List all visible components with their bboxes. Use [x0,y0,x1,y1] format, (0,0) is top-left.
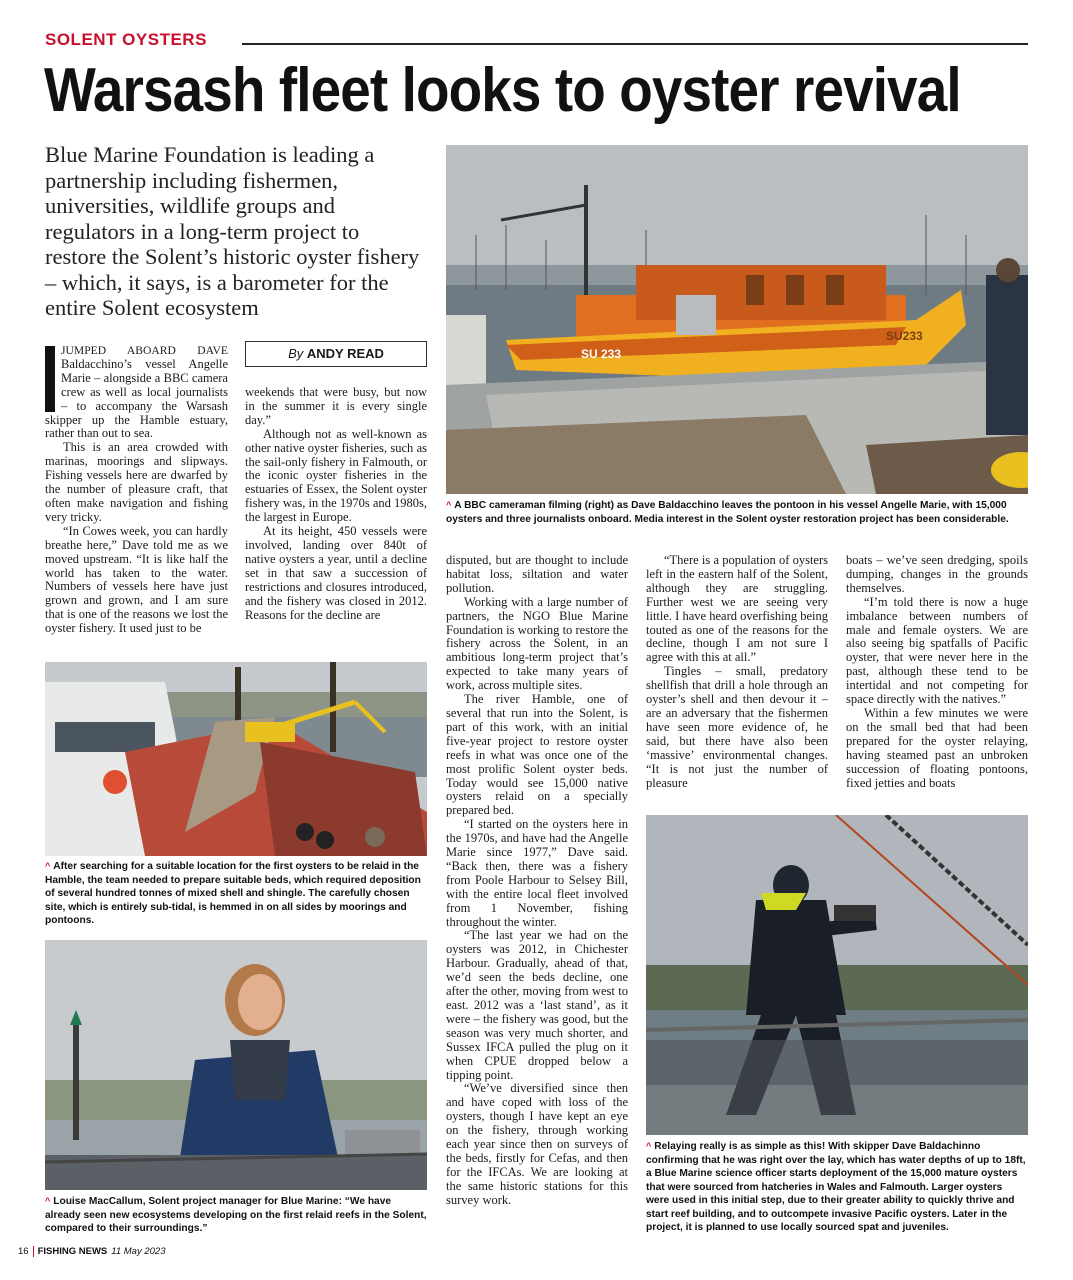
article-paragraph: The river Hamble, one of several that run into the Solent, is part of this work, with an initial five-year project to restore oyster reefs in what was once one of the most prolific Solent oyster beds. Today would see 15,000 native oysters relaid on a specially prepared bed. [446,692,628,818]
byline [245,341,427,367]
page-footer [18,1246,165,1257]
article-paragraph: “In Cowes week, you can hardly breathe here,” Dave told me as we moved upstream. “It is like half the world has taken to the water. Numbers of vessels here have just grown and grown, and I am sure that is one of the reasons we lost the oyster fishery. It used just to be [45,523,228,636]
article-column-3 [446,554,628,1208]
caption-relay [646,1140,1028,1235]
caption-text: Louise MacCallum, Solent project manager for Blue Marine: “We have already seen new ecosystems developing on the first relaid reefs in the Solent, compared to their surroundings.” [45,1196,427,1234]
caption-text: After searching for a suitable location for the first oysters to be relaid in the Hamble, the team needed to prepare suitable beds, which required deposition of several hundred tonnes of mixed shell and shingle. The carefully chosen site, which is entirely sub-tidal, is hemmed in on all sides by moorings and pontoons. [45,861,421,926]
photo-barge-image [45,662,427,856]
photo-boat-pontoon [446,145,1028,494]
page-number: 16 [18,1246,29,1258]
caption-barge [45,860,427,928]
caption-marker-icon: ^ [45,1196,51,1206]
section-rule [242,43,1028,45]
photo-relay-image [646,815,1028,1135]
caption-marker-icon: ^ [446,500,452,510]
caption-marker-icon: ^ [646,1141,652,1151]
publication-name: FISHING NEWS [37,1246,108,1258]
caption-boat [446,499,1028,526]
caption-text: A BBC cameraman filming (right) as Dave Baldacchino leaves the pontoon in his vessel Angelle Marie, with 15,000 oysters and three journalists onboard. Media interest in the Solent oyster restoration project has been considerable. [446,500,1009,525]
headline: Warsash fleet looks to oyster revival [44,56,961,125]
caption-text: Relaying really is as simple as this! With skipper Dave Baldachinno confirming that he was right over the lay, which has water depths of up to 18ft, a Blue Marine science officer starts deployment of the 15,000 mature oysters that were sourced from hatcheries in Wales and Falmouth. Larger oysters were used in this initial step, due to their greater ability to quickly thrive and start reef building, and to outcompete invasive Pacific oysters. Later in the project, it is planned to use locally sourced spat and juveniles. [646,1141,1026,1233]
article-paragraph: “I started on the oysters here in the 1970s, and have had the Angelle Marie since 1977,” Dave said. “Back then, there was a fishery from Poole Harbour to Selsey Bill, with the entire local fleet involved from 1 November, fishing throughout the winter. [446,817,628,929]
article-paragraph: Working with a large number of partners, the NGO Blue Marine Foundation is working to restore the fishery across the Solent, in an ambitious long-term project that’s expected to take many years of work, across multiple sites. [446,594,628,693]
issue-date: 11 May 2023 [111,1246,166,1258]
article-paragraph: At its height, 450 vessels were involved, landing over 840t of native oysters a year, until a decline set in that saw a succession of restrictions and closures introduced, and the fishery was closed in 2012. Reasons for the decline are [245,524,427,622]
photo-oyster-relaying [646,815,1028,1135]
article-column-1 [45,344,228,636]
photo-barge [45,662,427,856]
article-paragraph: “I’m told there is now a huge imbalance between numbers of male and female oysters. We are also seeing big spatfalls of Pacific oyster, that were never here in the past, although these tend to be intertidal and not competing for space directly with the natives.” [846,594,1028,707]
article-paragraph: Although not as well-known as other native oyster fisheries, such as the sail-only fishery in Falmouth, or the iconic oyster fisheries in the estuaries of Essex, the Solent oyster fishery was, in the 1970s and 1980s, the largest in Europe. [245,426,427,525]
article-paragraph: Within a few minutes we were on the small bed that had been prepared for the oyster relaying, having steamed past an unbroken succession of floating pontoons, fixed jetties and boats [846,705,1028,790]
article-paragraph: This is an area crowded with marinas, moorings and slipways. Fishing vessels here are dwarfed by the number of pleasure craft, that often make navigation and fishing very tricky. [45,440,228,524]
drop-cap [45,346,55,412]
photo-boat-image [446,145,1028,494]
article-paragraph: “We’ve diversified since then and have coped with loss of the oysters, though I have kept an eye on the fishery, through working each year since then on surveys of the beds, firstly for Cefas, and then for the IFCAs. We are looking at the same historic stations for this survey work. [446,1081,628,1207]
hull-reg-bow: SU233 [886,329,923,343]
article-column-4 [646,554,828,790]
footer-divider [33,1246,34,1257]
article-paragraph: boats – we’ve seen dredging, spoils dumping, changes in the grounds themselves. [846,553,1028,595]
section-tag: SOLENT OYSTERS [45,30,207,49]
photo-woman-image [45,940,427,1190]
lead-caps: JUMPED ABOARD DAVE [61,344,228,357]
lead-text: Baldacchino’s vessel Angelle Marie – alongside a BBC camera crew as well as local journalists – to accompany the Warsash skipper up the Hamble estuary, rather than out to sea. [45,356,228,441]
article-paragraph: weekends that were busy, but now in the summer it is every single day.” [245,385,427,427]
article-paragraph: “The last year we had on the oysters was 2012, in Chichester Harbour. Gradually, ahead of that, we’d seen the beds decline, one after the other, moving from west to east. 2012 was a ‘last stand’, as it were – the fishery was good, but the season was very much shorter, and Sussex IFCA pulled the plug on it when CPUE dropped below a tipping point. [446,928,628,1082]
caption-woman [45,1195,427,1236]
hull-reg-stern: SU 233 [581,347,622,361]
photo-louise-maccallum [45,940,427,1190]
article-column-2 [245,386,427,622]
article-column-5 [846,554,1028,790]
article-paragraph: Tingles – small, predatory shellfish that drill a hole through an oyster’s shell and then devour it – are an adversary that the fishermen have seen more evidence of, he said, but there have also been ‘massive’ environmental changes. “It is not just the number of pleasure [646,664,828,790]
caption-marker-icon: ^ [45,861,51,871]
article-paragraph: “There is a population of oysters left in the eastern half of the Solent, although they are struggling. Further west we are seeing very little. I have heard overfishing being touted as one of the reasons for the decline, though I am not sure I agree with this at all.” [646,553,828,665]
article-paragraph: disputed, but are thought to include habitat loss, siltation and water pollution. [446,553,628,595]
byline-prefix: By [288,346,304,361]
byline-author: ANDY READ [306,346,384,361]
standfirst: Blue Marine Foundation is leading a partnership including fishermen, universities, wildlife groups and regulators in a long-term project to restore the Solent’s historic oyster fishery – which, it says, is a barometer for the entire Solent ecosystem [45,142,420,320]
article-paragraph [45,344,228,441]
